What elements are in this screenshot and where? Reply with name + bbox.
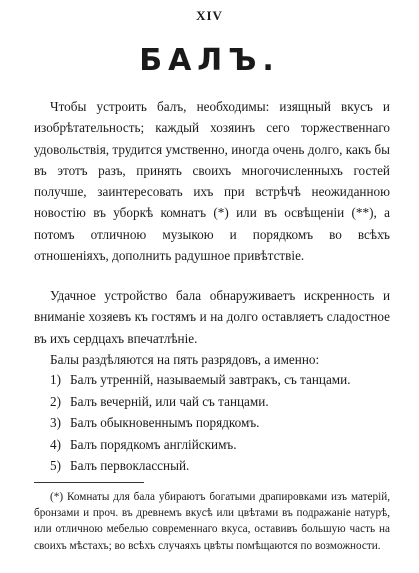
chapter-title: БАЛЪ. <box>139 43 280 78</box>
list-item-text: Балъ вечерній, или чай съ танцами. <box>70 393 269 409</box>
list-item-number: 2) <box>50 393 61 409</box>
ball-types-list <box>50 369 390 477</box>
list-item-text: Балъ первоклассный. <box>70 458 190 473</box>
list-item <box>50 455 390 477</box>
list-item-text: Балъ утренній, называемый завтракъ, съ танцами. <box>70 372 351 387</box>
list-item-number: 3) <box>50 415 61 430</box>
list-item-number: 4) <box>50 436 61 452</box>
list-item-number: 5) <box>50 458 61 473</box>
footnote-divider <box>34 482 144 483</box>
paragraph-success: Удачное устройство бала обнаруживаетъ искренность и вниманіе хозяевъ къ гостямъ и на долго оставляетъ сладостное въ ихъ сердцахъ впечатлѣніе. <box>34 288 390 346</box>
list-item-number: 1) <box>50 372 61 387</box>
list-item <box>50 412 390 434</box>
paragraph-categories: Балы раздѣляются на пять разрядовъ, а именно: <box>50 352 320 367</box>
list-item <box>50 369 390 391</box>
list-item <box>50 434 390 456</box>
list-item-text: Балъ порядкомъ англійскимъ. <box>70 436 237 452</box>
footnote: (*) Комнаты для бала убираютъ богатыми драпировками изъ матерій, бронзами и проч. въ древнемъ вкусѣ или цвѣтами въ подражаніе натурѣ, или отличною мебелью современнаго вкуса, оставивъ большую часть на своихъ мѣстахъ; во всѣхъ случаяхъ цвѣты помѣщаются по возможности. <box>34 491 390 552</box>
paragraph-intro: Чтобы устроить балъ, необходимы: изящный вкусъ и изобрѣтательность; каждый хозяинъ сего торжественнаго удовольствія, трудится умственно, иногда очень долго, какъ бы въ этотъ разъ, принять своихъ многочисленныхъ гостей получше, заинтересовать ихъ при встрѣчѣ неожиданною новостію въ уборкѣ комнатъ (*) или въ освѣщеніи (**), а потомъ отличною музыкою и порядкомъ во всѣхъ отношеніяхъ, дополнить радушное привѣтствіе. <box>34 99 390 264</box>
page-number: XIV <box>196 8 223 23</box>
list-item-text: Балъ обыкновеннымъ порядкомъ. <box>70 415 260 430</box>
list-item <box>50 391 390 413</box>
